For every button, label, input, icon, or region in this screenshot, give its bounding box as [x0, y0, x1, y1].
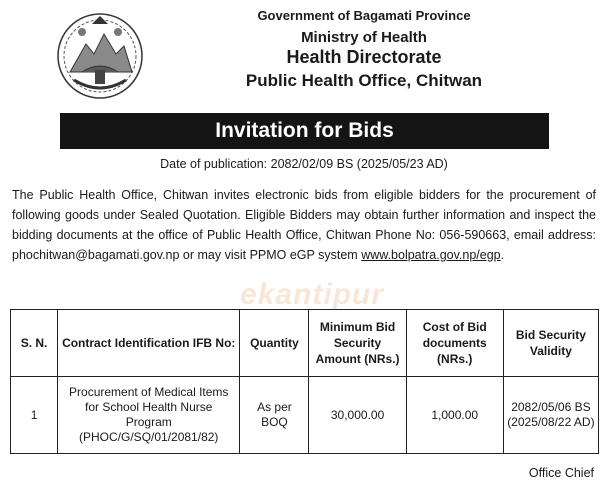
nepal-emblem-icon [52, 10, 148, 102]
ministry-name: Ministry of Health [301, 29, 427, 46]
notice-body [12, 185, 596, 265]
cell-validity: 2082/05/06 BS (2025/08/22 AD) [503, 377, 598, 454]
header-validity: Bid Security Validity [503, 310, 598, 377]
cell-quantity: As per BOQ [240, 377, 309, 454]
header-cost: Cost of Bid documents (NRs.) [406, 310, 503, 377]
cell-cost: 1,000.00 [406, 377, 503, 454]
notice-period: . [500, 248, 505, 262]
egp-link[interactable]: www.bolpatra.gov.np/egp [361, 248, 501, 262]
watermark: ekantipur [240, 278, 385, 311]
letterhead [150, 8, 578, 91]
cell-security: 30,000.00 [309, 377, 406, 454]
publication-date: Date of publication: 2082/02/09 BS (2025/05/23 AD) [160, 157, 448, 171]
bid-table [10, 309, 599, 454]
header-contract: Contract Identification IFB No: [58, 310, 240, 377]
header-sn: S. N. [11, 310, 58, 377]
government-name: Government of Bagamati Province [257, 8, 471, 23]
notice-title: Invitation for Bids [215, 119, 394, 142]
cell-contract: Procurement of Medical Items for School Health Nurse Program (PHOC/G/SQ/01/2081/82) [58, 377, 240, 454]
office-name: Public Health Office, Chitwan [245, 71, 483, 90]
notice-title-banner [60, 113, 549, 149]
header-security: Minimum Bid Security Amount (NRs.) [309, 310, 406, 377]
table-header-row [11, 310, 599, 377]
office-chief-signoff: Office Chief [528, 466, 594, 480]
notice-paragraph: The Public Health Office, Chitwan invites electronic bids from eligible bidders for the procurement of following goods under Sealed Quotation. Eligible Bidders may obtain further information and inspect the bidding documents at the office of Public Health Office, Chitwan Phone No: 056-590663, email address: phochitwan@bagamati.gov.np or may visit PPMO eGP system [12, 188, 596, 262]
directorate-name: Health Directorate [286, 47, 442, 67]
table-row [11, 377, 599, 454]
cell-sn: 1 [11, 377, 58, 454]
header-quantity: Quantity [240, 310, 309, 377]
